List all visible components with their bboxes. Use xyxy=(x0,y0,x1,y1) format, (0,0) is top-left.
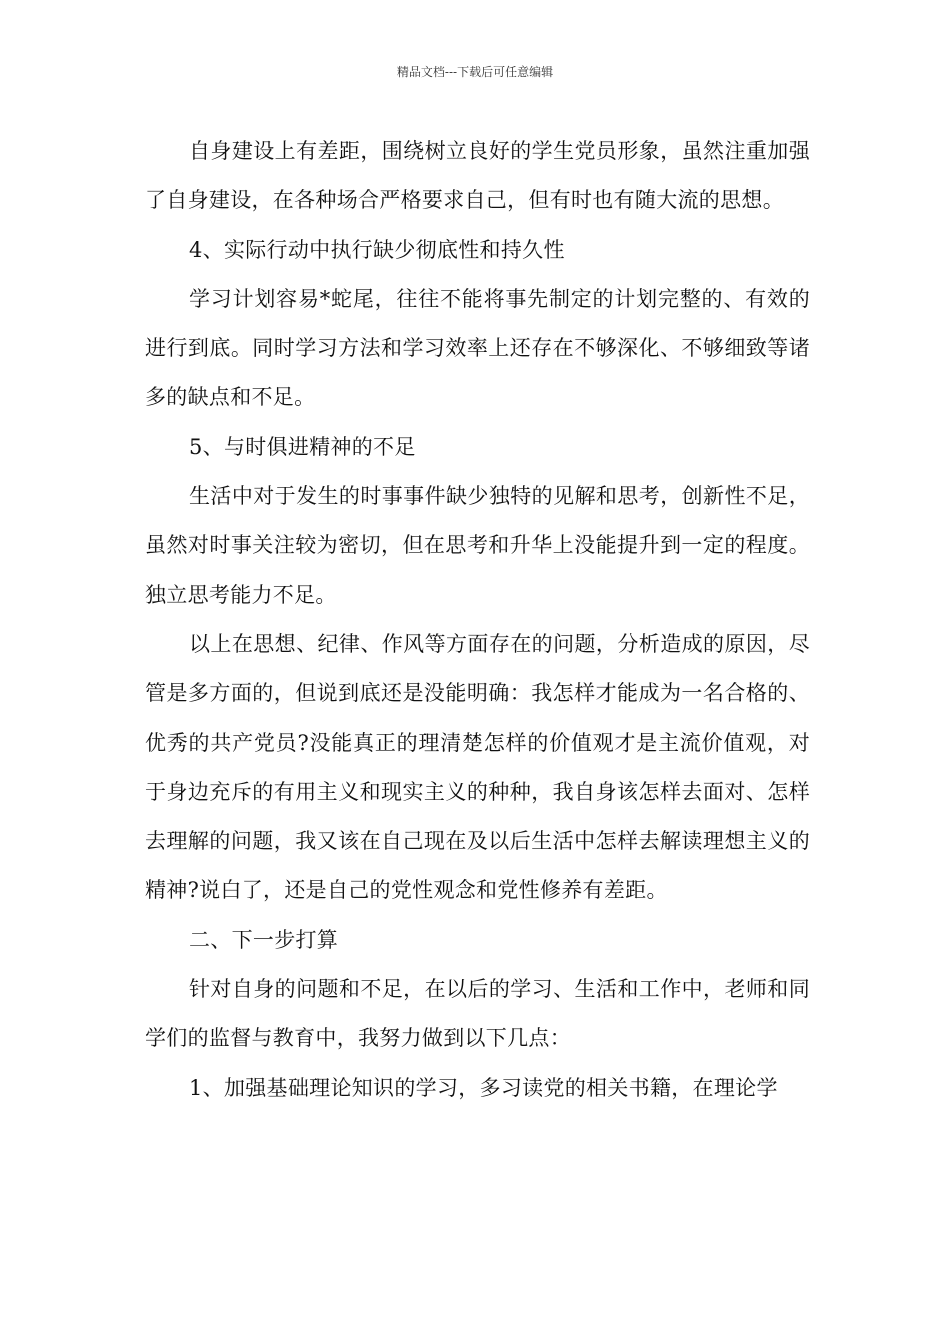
heading-item-4: 4、实际行动中执行缺少彻底性和持久性 xyxy=(189,237,565,262)
paragraph-item-1: 1、加强基础理论知识的学习，多习读党的相关书籍，在理论学 xyxy=(189,1075,778,1100)
paragraph-analysis: 以上在思想、纪律、作风等方面存在的问题，分析造成的原因，尽管是多方面的，但说到底还是没能明确：我怎样才能成为一名合格的、优秀的共产党员?没能真正的理清楚怎样的价值观才是主流价值观，对于身边充斥的有用主义和现实主义的种种，我自身该怎样去面对、怎样去理解的问题，我又该在自己现在及以后生活中怎样去解读理想主义的精神?说白了，还是自己的党性观念和党性修养有差距。 xyxy=(145,631,810,903)
paragraph-current-events: 生活中对于发生的时事事件缺少独特的见解和思考，创新性不足，虽然对时事关注较为密切，但在思考和升华上没能提升到一定的程度。独立思考能力不足。 xyxy=(145,484,810,607)
paragraph-next-steps-intro: 针对自身的问题和不足，在以后的学习、生活和工作中，老师和同学们的监督与教育中，我努力做到以下几点： xyxy=(145,977,810,1051)
heading-next-steps: 二、下一步打算 xyxy=(189,927,339,952)
paragraph-study-plan: 学习计划容易*蛇尾，往往不能将事先制定的计划完整的、有效的进行到底。同时学习方法和学习效率上还存在不够深化、不够细致等诸多的缺点和不足。 xyxy=(145,286,810,410)
document-body xyxy=(145,127,810,1113)
paragraph-self-building: 自身建设上有差距，围绕树立良好的学生党员形象，虽然注重加强了自身建设，在各种场合严格要求自己，但有时也有随大流的思想。 xyxy=(145,139,810,213)
heading-item-5: 5、与时俱进精神的不足 xyxy=(189,434,416,459)
page-header: 精品文档---下载后可任意编辑 xyxy=(396,65,554,79)
